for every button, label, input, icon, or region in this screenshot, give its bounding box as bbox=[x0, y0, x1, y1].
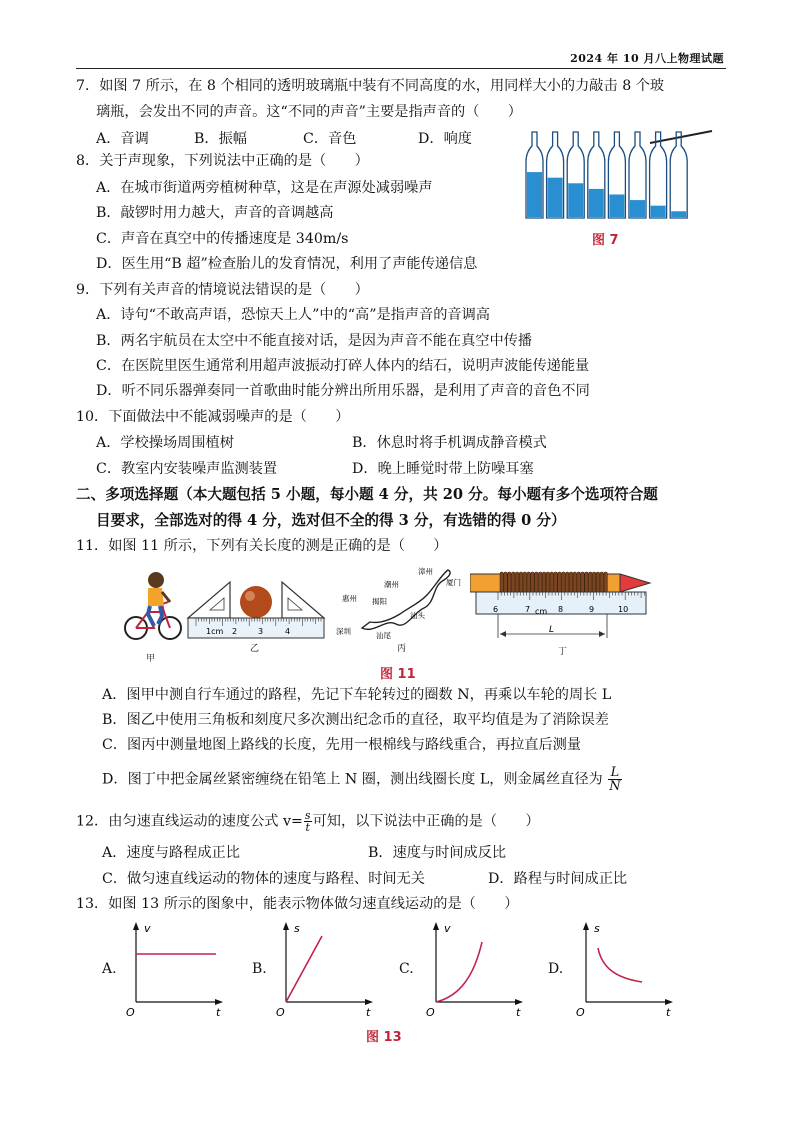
q12-option-d: D．路程与时间成正比 bbox=[488, 871, 628, 887]
q12-option-a: A．速度与路程成正比 bbox=[102, 845, 240, 861]
graph-d-y-arrow-icon bbox=[583, 922, 589, 930]
bottle-water bbox=[589, 189, 604, 217]
figure-11-label-bing: 丙 bbox=[397, 644, 407, 654]
q12-stem-before: 12．由匀速直线运动的速度公式 v= bbox=[76, 813, 303, 830]
fraction-numerator: L bbox=[608, 766, 621, 780]
bottle-water bbox=[651, 206, 666, 217]
q7-option-d: D．响度 bbox=[418, 131, 472, 147]
graph-b-y-arrow-icon bbox=[283, 922, 289, 930]
q11-option-b: B．图乙中使用三角板和刻度尺多次测出纪念币的直径，取平均值是为了消除误差 bbox=[102, 712, 609, 728]
q10-option-c: C．教室内安装噪声监测装置 bbox=[96, 461, 278, 477]
graph-d-curve bbox=[598, 948, 642, 982]
bottle-water bbox=[609, 194, 624, 217]
q8-option-d: D．医生用“B 超”检查胎儿的发育情况，利用了声能传递信息 bbox=[96, 256, 478, 272]
q10-option-a: A．学校操场周围植树 bbox=[96, 435, 234, 451]
page-header: 2024 年 10 月八上物理试题 bbox=[570, 52, 724, 65]
q11-option-a: A．图甲中测自行车通过的路程，先记下车轮转过的圈数 N，再乘以车轮的周长 L bbox=[102, 687, 612, 703]
bottle bbox=[547, 132, 564, 218]
fraction-denominator: t bbox=[305, 821, 310, 834]
map-label-shantou: 汕头 bbox=[410, 611, 425, 620]
graph-d-x-arrow-icon bbox=[665, 999, 673, 1005]
q7-option-a: A．音调 bbox=[96, 131, 149, 147]
figure-11-ding-coil bbox=[470, 562, 656, 648]
pencil-tip bbox=[620, 574, 650, 592]
q11-option-d-fraction bbox=[608, 766, 621, 793]
q11-stem: 11．如图 11 所示，下列有关长度的测是正确的是（ ） bbox=[76, 538, 448, 554]
q7-option-c: C．音色 bbox=[303, 131, 357, 147]
graph-a-label: A. bbox=[102, 961, 117, 977]
bottle bbox=[567, 132, 584, 218]
graph-c-y-label: v bbox=[444, 922, 451, 935]
ruler-ding-label-7: 7 bbox=[525, 605, 531, 614]
bottle bbox=[608, 132, 625, 218]
bottle-outline bbox=[650, 132, 667, 218]
q12-stem-after: 可知，以下说法中正确的是（ ） bbox=[312, 813, 540, 830]
map-label-zhangzhou: 漳州 bbox=[418, 567, 433, 576]
graph-d-origin: O bbox=[576, 1006, 585, 1019]
bottle bbox=[650, 132, 667, 218]
figure-11-jia-cyclist bbox=[118, 566, 188, 654]
ruler-ding-L: L bbox=[549, 625, 555, 635]
ruler-yi-label-3: 3 bbox=[258, 627, 264, 636]
graph-a-origin: O bbox=[126, 1006, 135, 1019]
bottle-water bbox=[527, 172, 542, 217]
figure-7-caption: 图 7 bbox=[592, 233, 619, 248]
q9-option-d: D．听不同乐器弹奏同一首歌曲时能分辨出所用乐器，是利用了声音的音色不同 bbox=[96, 383, 590, 399]
q12-option-b: B．速度与时间成反比 bbox=[368, 845, 507, 861]
graph-c-curve bbox=[436, 942, 482, 1002]
q9-option-a: A．诗句“不敢高声语，恐惊天上人”中的“高”是指声音的音调高 bbox=[96, 307, 490, 323]
ruler-ding-label-cm: cm bbox=[535, 607, 548, 616]
q12-fraction bbox=[304, 810, 312, 833]
q8-option-b: B．敲锣时用力越大，声音的音调越高 bbox=[96, 205, 334, 221]
map-label-huizhou: 惠州 bbox=[342, 594, 357, 603]
q10-option-d: D．晚上睡觉时带上防噪耳塞 bbox=[352, 461, 534, 477]
figure-13-caption: 图 13 bbox=[366, 1030, 402, 1045]
map-label-xiamen: 厦门 bbox=[446, 578, 461, 587]
q7-stem-line1: 7．如图 7 所示，在 8 个相同的透明玻璃瓶中装有不同高度的水，用同样大小的力敲击 8 个玻 bbox=[76, 78, 665, 94]
graph-c-x-label: t bbox=[516, 1006, 521, 1019]
figure-11-label-ding: 丁 bbox=[558, 647, 568, 657]
map-label-shanwei: 汕尾 bbox=[376, 631, 391, 640]
ruler-yi-label-4: 4 bbox=[285, 627, 291, 636]
section2-heading-line2: 目要求，全部选对的得 4 分，选对但不全的得 3 分，有选错的得 0 分） bbox=[96, 512, 566, 529]
q7-option-b: B．振幅 bbox=[194, 131, 247, 147]
graph-c-origin: O bbox=[426, 1006, 435, 1019]
bottle-water bbox=[630, 200, 645, 217]
ruler-yi-label-2: 2 bbox=[232, 627, 238, 636]
figure-11-label-yi: 乙 bbox=[250, 644, 260, 654]
figure-7-bottles bbox=[522, 126, 716, 222]
map-label-shenzhen: 深圳 bbox=[336, 627, 351, 636]
q9-option-b: B．两名宇航员在太空中不能直接对话，是因为声音不能在真空中传播 bbox=[96, 333, 533, 349]
ruler-yi-label-1cm: 1cm bbox=[206, 627, 224, 636]
graph-b-label: B. bbox=[252, 961, 267, 977]
bottle-water bbox=[671, 211, 686, 217]
graph-c-x-arrow-icon bbox=[515, 999, 523, 1005]
graph-a-y-arrow-icon bbox=[133, 922, 139, 930]
q9-option-c: C．在医院里医生通常利用超声波振动打碎人体内的结石，说明声波能传递能量 bbox=[96, 358, 590, 374]
graph-d-y-label: s bbox=[594, 922, 600, 935]
ruler-ding-label-6: 6 bbox=[493, 605, 499, 614]
bottle bbox=[588, 132, 605, 218]
q8-option-c: C．声音在真空中的传播速度是 340m/s bbox=[96, 231, 349, 247]
figure-11-yi-coin-ruler bbox=[186, 578, 326, 640]
q9-stem: 9．下列有关声音的情境说法错误的是（ ） bbox=[76, 282, 369, 298]
graph-b bbox=[276, 920, 376, 1020]
cyclist-head bbox=[148, 572, 164, 588]
graph-b-curve bbox=[286, 936, 322, 1002]
map-label-chaozhou: 潮州 bbox=[384, 580, 399, 589]
fraction-denominator: N bbox=[609, 779, 621, 794]
q12-option-c: C．做匀速直线运动的物体的速度与路程、时间无关 bbox=[102, 871, 425, 887]
section2-heading-line1: 二、多项选择题（本大题包括 5 小题，每小题 4 分，共 20 分。每小题有多个选项符合题 bbox=[76, 486, 658, 503]
graph-c bbox=[426, 920, 526, 1020]
bottle-outline bbox=[670, 132, 687, 218]
graph-b-x-label: t bbox=[366, 1006, 371, 1019]
coin bbox=[240, 586, 272, 618]
graph-c-label: C. bbox=[399, 961, 414, 977]
graph-d bbox=[576, 920, 676, 1020]
q10-option-b: B．休息时将手机调成静音模式 bbox=[352, 435, 547, 451]
ruler-ding-label-9: 9 bbox=[589, 605, 595, 614]
graph-a-x-arrow-icon bbox=[215, 999, 223, 1005]
fraction-numerator: s bbox=[304, 809, 311, 822]
header-rule bbox=[76, 68, 726, 69]
graph-b-x-arrow-icon bbox=[365, 999, 373, 1005]
graph-c-y-arrow-icon bbox=[433, 922, 439, 930]
figure-11-label-jia: 甲 bbox=[146, 654, 156, 664]
graph-a-x-label: t bbox=[216, 1006, 221, 1019]
ruler-ding-label-10: 10 bbox=[618, 605, 629, 614]
figure-11-bing-map bbox=[334, 564, 464, 642]
graph-a-y-label: v bbox=[144, 922, 151, 935]
q11-option-d bbox=[102, 766, 623, 793]
q10-stem: 10．下面做法中不能减弱噪声的是（ ） bbox=[76, 409, 350, 425]
q12-stem bbox=[76, 810, 540, 833]
map-label-jieyang: 揭阳 bbox=[372, 597, 387, 606]
bottle-water bbox=[548, 178, 563, 217]
q13-stem: 13．如图 13 所示的图象中，能表示物体做匀速直线运动的是（ ） bbox=[76, 896, 519, 912]
q8-stem: 8．关于声现象，下列说法中正确的是（ ） bbox=[76, 153, 369, 169]
bottle-water bbox=[568, 183, 583, 217]
graph-d-label: D. bbox=[548, 961, 564, 977]
graph-b-origin: O bbox=[276, 1006, 285, 1019]
graph-b-y-label: s bbox=[294, 922, 300, 935]
q8-option-a: A．在城市街道两旁植树种草，这是在声源处减弱噪声 bbox=[96, 180, 433, 196]
bottle bbox=[629, 132, 646, 218]
bottle bbox=[670, 132, 687, 218]
graph-d-x-label: t bbox=[666, 1006, 671, 1019]
graph-a bbox=[126, 920, 226, 1020]
bottle bbox=[526, 132, 543, 218]
ruler-ding-label-8: 8 bbox=[558, 605, 564, 614]
figure-11-caption: 图 11 bbox=[380, 667, 416, 682]
q11-option-d-text: D．图丁中把金属丝紧密缠绕在铅笔上 N 圈，测出线圈长度 L，则金属丝直径为 bbox=[102, 771, 603, 788]
q11-option-c: C．图丙中测量地图上路线的长度，先用一根棉线与路线重合，再拉直后测量 bbox=[102, 737, 582, 753]
q7-stem-line2: 璃瓶，会发出不同的声音。这“不同的声音”主要是指声音的（ ） bbox=[96, 104, 522, 120]
